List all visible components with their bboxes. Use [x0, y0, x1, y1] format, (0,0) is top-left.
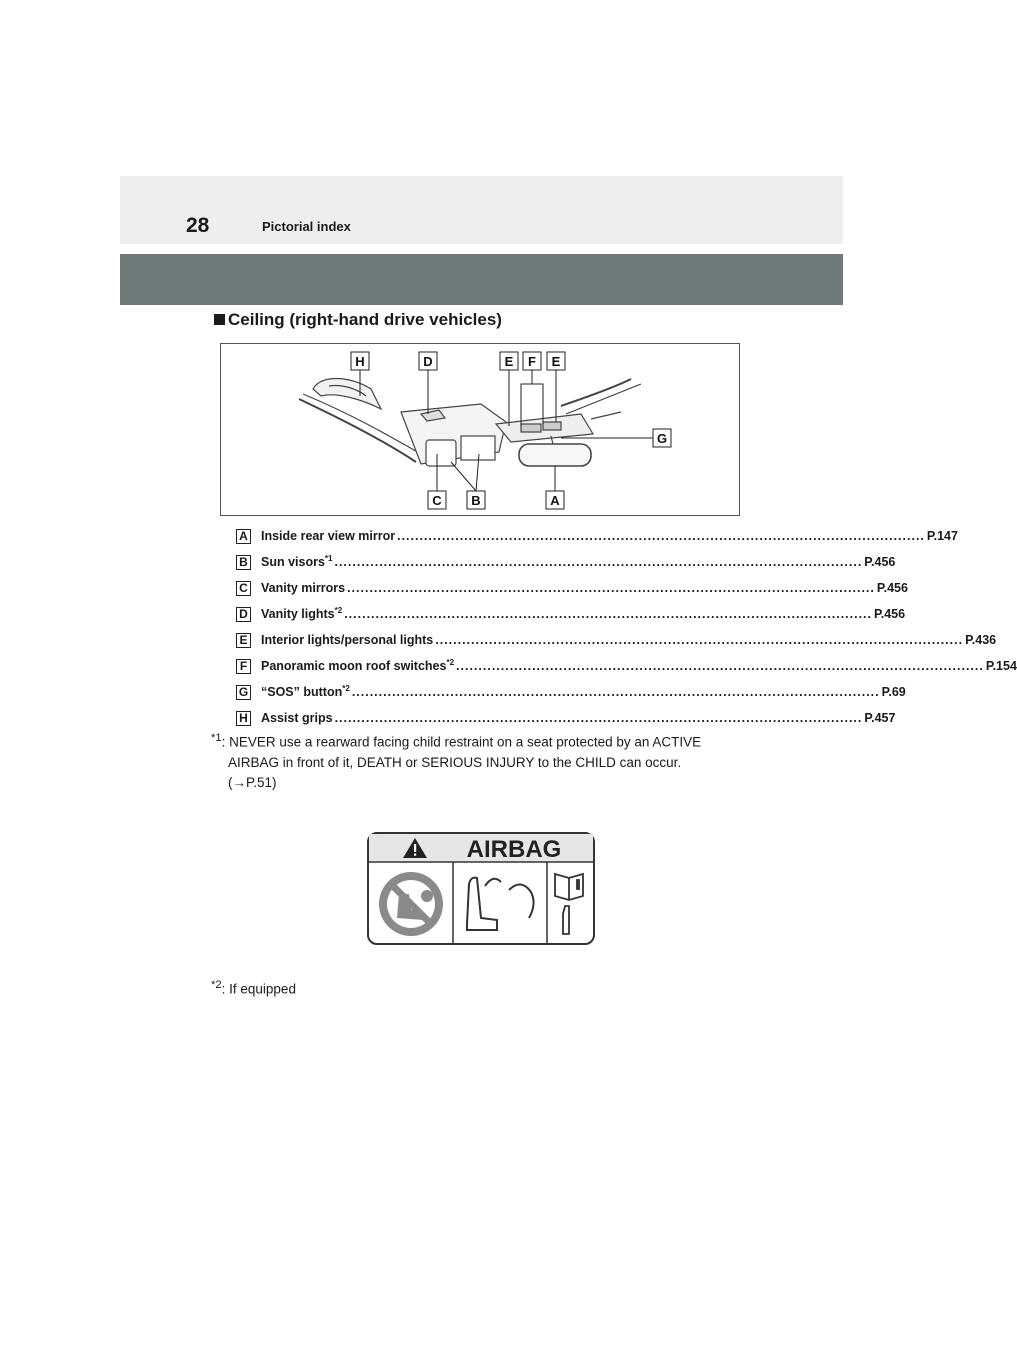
page-number: 28 — [186, 214, 210, 237]
page-ref[interactable]: P.69 — [881, 685, 906, 699]
letter-badge: C — [236, 581, 251, 596]
manual-icon — [555, 874, 583, 934]
header-band — [120, 176, 843, 244]
seat-airbag-icon — [467, 878, 534, 930]
section-heading-text: Ceiling (right-hand drive vehicles) — [228, 310, 502, 329]
list-item — [236, 627, 997, 653]
page-ref[interactable]: P.436 — [965, 633, 997, 647]
dot-leader: ...................................................................................................................... — [334, 711, 863, 725]
list-item — [236, 601, 906, 627]
airbag-title: AIRBAG — [466, 836, 562, 863]
dot-leader: ...................................................................................................................... — [334, 555, 863, 569]
label-f: F — [528, 354, 536, 369]
airbag-warning-label — [367, 832, 595, 945]
item-label: “SOS” button$^{*2}$ — [261, 684, 350, 700]
dot-leader: ...................................................................................................................... — [456, 659, 984, 673]
footnote-1: $^{*1}$: NEVER use a rearward facing child restraint on a seat protected by an ACTIVE AIRBAG in front of it, DEATH or SERIOUS INJURY to the CHILD can occur. (→P.51) — [211, 728, 751, 793]
label-d: D — [423, 354, 433, 369]
page-ref[interactable]: P.147 — [926, 529, 958, 543]
label-c: C — [432, 493, 442, 508]
footnote-mark: *1 — [211, 732, 222, 744]
list-item — [236, 549, 896, 575]
list-item — [236, 575, 908, 601]
item-label: Vanity lights$^{*2}$ — [261, 606, 343, 622]
item-label: Assist grips — [261, 711, 333, 726]
dark-band — [120, 254, 843, 305]
letter-badge: F — [236, 659, 251, 674]
page-ref[interactable]: P.456 — [876, 581, 908, 595]
letter-badge: D — [236, 607, 251, 622]
footnote-mark: *2 — [211, 979, 222, 991]
list-item — [236, 679, 906, 705]
item-label: Interior lights/personal lights — [261, 633, 434, 648]
item-label: Inside rear view mirror — [261, 529, 396, 544]
section-title: Pictorial index — [262, 219, 351, 234]
item-label: Sun visors$^{*1}$ — [261, 554, 333, 570]
page-ref[interactable]: P.457 — [864, 711, 896, 725]
list-item — [236, 523, 958, 549]
letter-badge: H — [236, 711, 251, 726]
dot-leader: ...................................................................................................................... — [435, 633, 964, 647]
label-g: G — [656, 431, 668, 446]
dot-leader: ...................................................................................................................... — [347, 581, 875, 595]
dot-leader: ...................................................................................................................... — [351, 685, 880, 699]
letter-badge: B — [236, 555, 251, 570]
label-h: H — [355, 354, 365, 369]
section-heading — [214, 310, 502, 330]
label-e1: E — [504, 354, 514, 369]
label-b: B — [471, 493, 481, 508]
letter-badge: E — [236, 633, 251, 648]
dot-leader: ...................................................................................................................... — [344, 607, 873, 621]
label-a: A — [550, 493, 560, 508]
page-ref[interactable]: P.456 — [864, 555, 896, 569]
label-e2: E — [551, 354, 561, 369]
page-ref[interactable]: P.154 — [985, 659, 1017, 673]
item-list — [236, 523, 1017, 731]
no-child-seat-icon — [379, 872, 443, 936]
ceiling-illustration — [221, 344, 739, 515]
item-label: Vanity mirrors — [261, 581, 346, 596]
footnote-page-ref[interactable]: (→P.51) — [228, 774, 277, 790]
item-label: Panoramic moon roof switches$^{*2}$ — [261, 658, 455, 674]
square-bullet-icon — [214, 314, 225, 325]
list-item — [236, 653, 1017, 679]
dot-leader: ...................................................................................................................... — [397, 529, 925, 543]
ceiling-figure — [220, 343, 740, 516]
letter-badge: G — [236, 685, 251, 700]
footnote-2: $^{*2}$: If equipped — [211, 979, 296, 997]
page-ref[interactable]: P.456 — [874, 607, 906, 621]
letter-badge: A — [236, 529, 251, 544]
